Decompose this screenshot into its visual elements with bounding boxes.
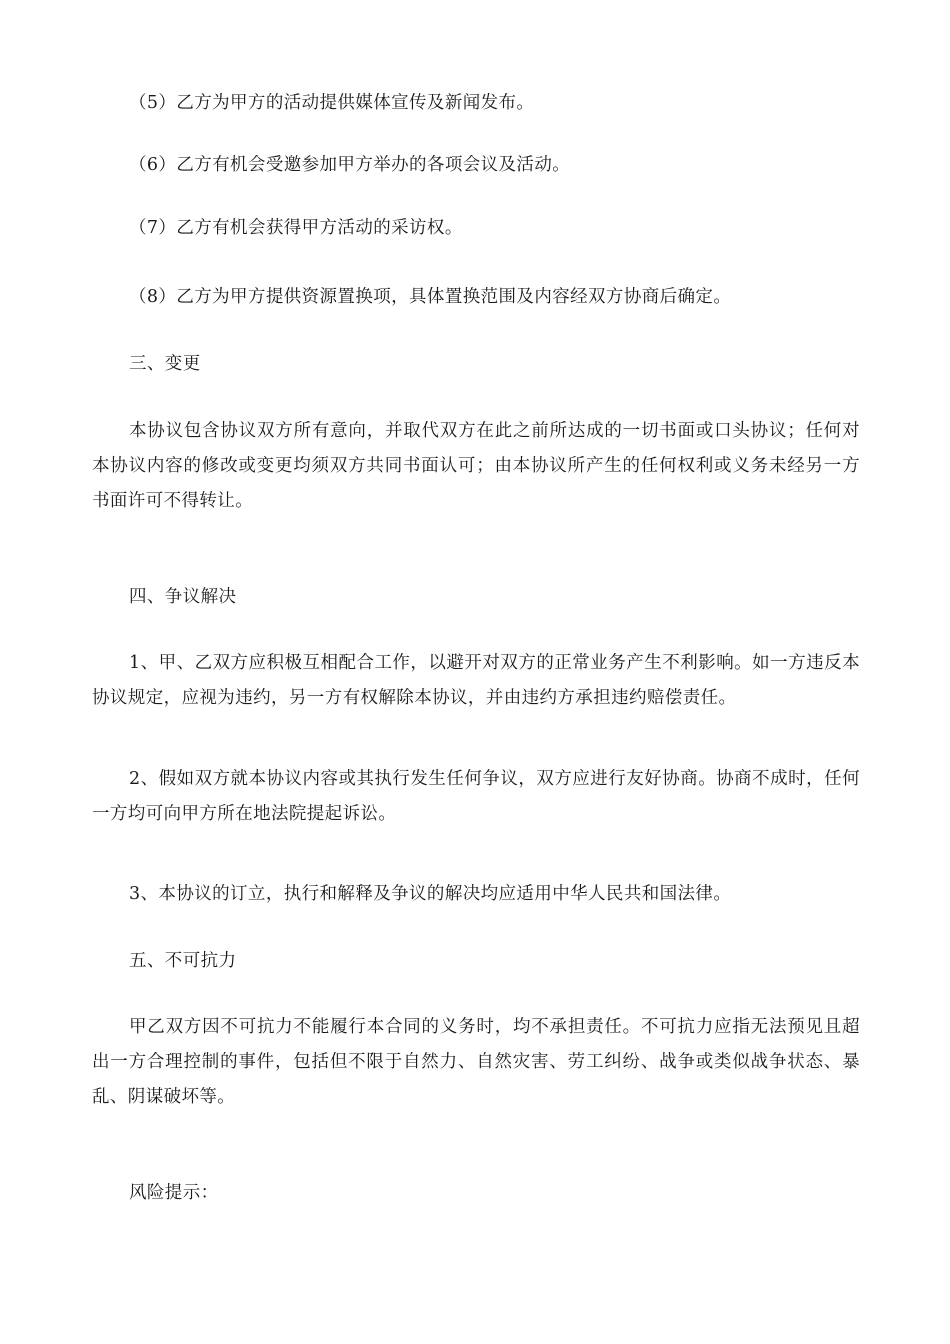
dispute-item-2: 2、假如双方就本协议内容或其执行发生任何争议，双方应进行友好协商。协商不成时，任何一方均可向甲方所在地法院提起诉讼。 [92, 769, 860, 824]
force-majeure-paragraph: 甲乙双方因不可抗力不能履行本合同的义务时，均不承担责任。不可抗力应指无法预见且超出一方合理控制的事件，包括但不限于自然力、自然灾害、劳工纠纷、战争或类似战争状态、暴乱、阴谋破坏等。 [92, 1017, 860, 1107]
clause-8: （8）乙方为甲方提供资源置换项，具体置换范围及内容经双方协商后确定。 [129, 287, 732, 307]
dispute-item-1: 1、甲、乙双方应积极互相配合工作，以避开对双方的正常业务产生不利影响。如一方违反本协议规定，应视为违约，另一方有权解除本协议，并由违约方承担违约赔偿责任。 [92, 653, 860, 708]
clause-5: （5）乙方为甲方的活动提供媒体宣传及新闻发布。 [129, 93, 535, 113]
section-heading-change: 三、变更 [129, 354, 201, 374]
section-heading-dispute: 四、争议解决 [129, 587, 237, 607]
clause-7: （7）乙方有机会获得甲方活动的采访权。 [129, 218, 463, 238]
dispute-item-3: 3、本协议的订立，执行和解释及争议的解决均应适用中华人民共和国法律。 [129, 884, 732, 904]
risk-notice-heading: 风险提示： [129, 1183, 219, 1203]
change-paragraph: 本协议包含协议双方所有意向，并取代双方在此之前所达成的一切书面或口头协议；任何对本协议内容的修改或变更均须双方共同书面认可；由本协议所产生的任何权利或义务未经另一方书面许可不得转让。 [92, 421, 860, 511]
section-heading-force-majeure: 五、不可抗力 [129, 951, 237, 971]
clause-6: （6）乙方有机会受邀参加甲方举办的各项会议及活动。 [129, 155, 571, 175]
